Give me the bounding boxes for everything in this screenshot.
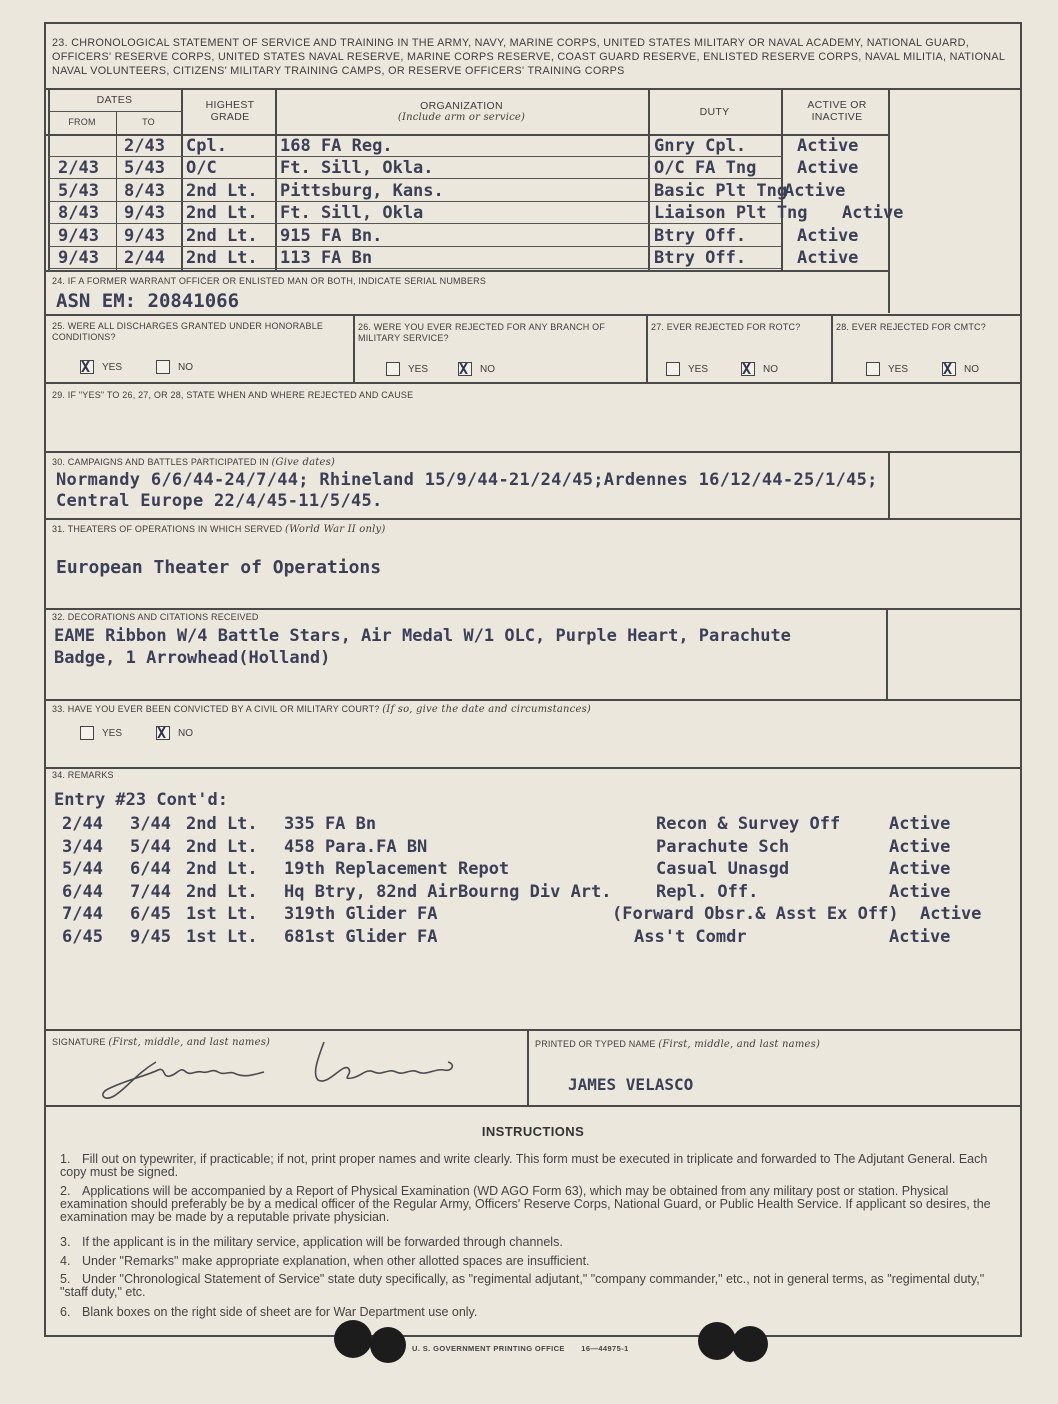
theater-value: European Theater of Operations [56,557,382,578]
section25-label: 25. WERE ALL DISCHARGES GRANTED UNDER HONORABLE CONDITIONS? [52,321,324,342]
section25-yes-label: YES [102,361,123,373]
header-active: ACTIVE OR INACTIVE [807,99,867,123]
div-27-28 [831,314,833,382]
instruction-text: If the applicant is in the military service, application will be forwarded through channels. [82,1235,563,1249]
section33-yes-checkbox[interactable] [80,726,122,740]
remarks-cell-org: Hq Btry, 82nd AirBourng Div Art. [284,881,612,902]
checkbox-unchecked[interactable] [866,362,880,376]
printer-line [412,1344,629,1353]
section26-no-checkbox[interactable] [458,362,495,376]
form-right-border [1020,22,1022,1337]
service-cell-status: Active [797,248,859,268]
remarks-cell-from: 6/44 [62,881,103,902]
service-cell-to: 5/43 [124,158,165,179]
form-bottom-border [44,1335,1022,1337]
line-30-bottom [44,518,1022,520]
service-row-line [48,223,781,224]
remarks-cell-org: 319th Glider FA [284,904,438,925]
checkbox-checked[interactable] [942,362,956,376]
section26-label: 26. WERE YOU EVER REJECTED FOR ANY BRANCH OF MILITARY SERVICE? [358,322,606,343]
service-cell-grade: 2nd Lt. [186,225,258,246]
remarks-cell-org: 335 FA Bn [284,814,377,834]
service-cell-status: Active [842,203,904,224]
section28-yes-checkbox[interactable] [866,362,908,376]
remarks-cell-to: 6/44 [130,859,171,880]
remarks-cell-duty: Recon & Survey Off [656,814,841,834]
section28-label: 28. EVER REJECTED FOR CMTC? [836,322,986,332]
table-bottom-line [44,270,890,272]
remarks-cell-org: 458 Para.FA BN [284,836,428,857]
checkbox-checked[interactable] [156,726,170,740]
remarks-cell-to: 5/44 [130,836,171,857]
instruction-number: 2. [60,1184,71,1198]
instruction-number: 4. [60,1254,71,1268]
remarks-cell-from: 3/44 [62,836,103,857]
col-wd-use [888,88,890,313]
line-33-bottom [44,767,1022,769]
remarks-cell-duty: Casual Unasgd [656,859,790,880]
section26-no-label: NO [480,363,495,375]
section34-label: 34. REMARKS [52,770,114,780]
remarks-cell-from: 5/44 [62,859,103,880]
remarks-cell-grade: 2nd Lt. [186,859,258,880]
remarks-cell-grade: 2nd Lt. [186,836,258,857]
line-25-bottom [44,382,1022,384]
instruction-number: 3. [60,1235,71,1249]
remarks-cell-from: 2/44 [62,814,103,834]
campaigns-line1: Normandy 6/6/44-24/7/44; Rhineland 15/9/44-21/24/45;Ardennes 16/12/44-25/1/45; [56,470,878,490]
printed-name-label: PRINTED OR TYPED NAME [535,1039,656,1049]
checkbox-unchecked[interactable] [80,726,94,740]
instruction-text: Under "Chronological Statement of Service" state duty specifically, as "regimental adjutant," "company commander," etc., not in general terms, as "regimental duty," "staff duty," etc. [60,1272,985,1299]
service-cell-grade: 2nd Lt. [186,248,258,268]
div-25-26 [353,314,355,382]
header-to: TO [142,117,155,127]
service-cell-to: 9/43 [124,225,165,246]
section25-no-label: NO [178,361,193,373]
printer-name: U. S. GOVERNMENT PRINTING OFFICE [412,1344,565,1353]
instruction-text: Under "Remarks" make appropriate explanation, when other allotted spaces are insufficient. [82,1254,590,1268]
line-31-bottom [44,608,1022,610]
service-cell-from: 9/43 [58,248,99,268]
service-cell-duty: Gnry Cpl. [654,136,747,156]
service-cell-duty: Btry Off. [654,248,747,268]
service-cell-org: Ft. Sill, Okla. [280,158,434,179]
signature-label-sub: (First, middle, and last names) [108,1037,271,1048]
remarks-cell-status: Active [889,859,951,880]
remarks-cell-status: Active [889,814,951,834]
remarks-cell-duty: Ass't Comdr [634,927,747,947]
section30-label-wrap [52,457,335,468]
printed-name-label-sub: (First, middle, and last names) [658,1039,821,1050]
remarks-cell-grade: 1st Lt. [186,904,258,925]
col-wd-30 [888,451,890,519]
instruction-item [60,1306,1010,1319]
remarks-cell-status: Active [920,904,982,925]
service-cell-org: 168 FA Reg. [280,136,393,156]
remarks-cell-grade: 2nd Lt. [186,814,258,834]
instruction-item [60,1273,1010,1299]
service-cell-grade: O/C [186,158,217,179]
form-left-border [44,22,46,1337]
section33-label-sub: (If so, give the date and circumstances) [382,704,592,715]
instruction-item [60,1236,1010,1249]
service-row-line [48,201,781,202]
service-cell-org: Ft. Sill, Okla [280,203,424,224]
signature-handwritten [96,1034,476,1106]
remarks-cell-status: Active [889,881,951,902]
section32-label: 32. DECORATIONS AND CITATIONS RECEIVED [52,612,259,622]
section33-yes-label: YES [102,727,123,739]
section26-yes-label: YES [408,363,429,375]
punch-hole-3 [698,1322,736,1360]
header-grade: HIGHEST GRADE [205,99,255,123]
section28-no-label: NO [964,363,979,375]
line-29-bottom [44,451,1022,453]
section27-no-checkbox[interactable] [741,362,778,376]
service-row-line [48,178,781,179]
service-cell-status: Active [797,158,859,179]
header-from: FROM [68,117,96,127]
remarks-cell-org: 19th Replacement Repot [284,859,510,880]
service-cell-from: 8/43 [58,203,99,224]
service-cell-status: Active [797,136,859,156]
section23-title: 23. CHRONOLOGICAL STATEMENT OF SERVICE AND TRAINING IN THE ARMY, NAVY, MARINE CORPS, UNITED STATES MILITARY OR NAVAL ACADEMY, NATIONAL GUARD, OFFICERS' RESERVE CORPS, UNITED STATES NAVAL RESERVE, MARINE CORPS RESERVE, COAST GUARD RESERVE, ENLISTED RESERVE CORPS, NAVAL MILITIA, NATIONAL NAVAL VOLUNTEERS, CITIZENS' MILITARY TRAINING CAMPS, OR RESERVE OFFICERS' TRAINING CORPS [52,37,1005,77]
instruction-number: 1. [60,1152,71,1166]
remarks-cell-duty: Parachute Sch [656,836,790,857]
service-cell-status: Active [797,225,859,246]
instruction-text: Blank boxes on the right side of sheet are for War Department use only. [82,1305,478,1319]
dates-divider [48,111,181,112]
service-cell-to: 2/44 [124,248,165,268]
service-cell-to: 8/43 [124,180,165,201]
table-header-bottom [44,134,890,136]
remarks-cell-status: Active [889,836,951,857]
instruction-number: 6. [60,1305,71,1319]
remarks-cell-status: Active [889,927,951,947]
section30-label-sub: (Give dates) [271,457,336,468]
section29-label: 29. IF "YES" TO 26, 27, OR 28, STATE WHEN AND WHERE REJECTED AND CAUSE [52,390,414,400]
remarks-cell-duty: Repl. Off. [656,881,759,902]
checkbox-unchecked[interactable] [386,362,400,376]
div-signature [527,1029,529,1106]
decorations-line1: EAME Ribbon W/4 Battle Stars, Air Medal W/1 OLC, Purple Heart, Parachute [54,626,791,646]
remarks-cell-duty: (Forward Obsr.& Asst Ex Off) [612,904,899,925]
div-26-27 [646,314,648,382]
service-cell-duty: Liaison Plt Tng [654,203,808,224]
checkbox-checked[interactable] [80,360,94,374]
section33-label: 33. HAVE YOU EVER BEEN CONVICTED BY A CIVIL OR MILITARY COURT? [52,704,380,714]
service-cell-from: 2/43 [58,158,99,179]
serial-number: ASN EM: 20841066 [56,290,240,312]
campaigns-line2: Central Europe 22/4/45-11/5/45. [56,491,383,511]
section24-label: 24. IF A FORMER WARRANT OFFICER OR ENLISTED MAN OR BOTH, INDICATE SERIAL NUMBERS [52,276,487,286]
form-top-border [44,22,1022,24]
remarks-cell-from: 7/44 [62,904,103,925]
service-row-line [48,268,781,269]
remarks-cell-to: 3/44 [130,814,171,834]
service-cell-from: 5/43 [58,180,99,201]
instruction-item [60,1153,1010,1179]
service-cell-grade: 2nd Lt. [186,180,258,201]
service-cell-grade: 2nd Lt. [186,203,258,224]
remarks-cell-grade: 1st Lt. [186,927,258,947]
signature-label: SIGNATURE [52,1037,106,1047]
checkbox-checked[interactable] [741,362,755,376]
header-duty: DUTY [699,106,730,118]
instruction-item [60,1185,1010,1224]
printed-name-value: JAMES VELASCO [568,1075,694,1094]
remarks-intro: Entry #23 Cont'd: [54,790,228,810]
instruction-number: 5. [60,1272,71,1286]
instruction-item [60,1255,1010,1268]
remarks-cell-from: 6/45 [62,927,103,947]
checkbox-checked[interactable] [458,362,472,376]
instruction-text: Fill out on typewriter, if practicable; if not, print proper names and write clearly. This form must be executed in triplicate and forwarded to The Adjutant General. Each copy must be signed. [60,1152,988,1179]
section30-label: 30. CAMPAIGNS AND BATTLES PARTICIPATED IN [52,457,269,467]
section33-no-checkbox[interactable] [156,726,193,740]
printed-name-label-wrap [535,1039,820,1050]
section25-no-checkbox[interactable] [156,360,193,374]
service-cell-status: Active [784,180,846,201]
form-code: 16—44975-1 [581,1344,629,1353]
service-cell-duty: O/C FA Tng [654,158,757,179]
line-32-bottom [44,699,1022,701]
service-cell-to: 2/43 [124,136,165,156]
punch-hole-4 [732,1326,768,1362]
service-row-line [48,156,781,157]
service-cell-org: 113 FA Bn [280,248,373,268]
section27-label: 27. EVER REJECTED FOR ROTC? [651,322,801,332]
table-top-line [44,88,1022,90]
section27-yes-checkbox[interactable] [666,362,708,376]
instructions-title: INSTRUCTIONS [481,1124,585,1139]
remarks-cell-to: 7/44 [130,881,171,902]
service-cell-grade: Cpl. [186,136,227,156]
section33-no-label: NO [178,727,193,739]
line-24-bottom [44,314,1022,316]
checkbox-unchecked[interactable] [156,360,170,374]
remarks-cell-org: 681st Glider FA [284,927,438,947]
header-organization: ORGANIZATION [420,100,503,112]
header-dates: DATES [96,94,133,106]
section28-no-checkbox[interactable] [942,362,979,376]
remarks-cell-grade: 2nd Lt. [186,881,258,902]
section27-yes-label: YES [688,363,709,375]
section27-no-label: NO [763,363,778,375]
col-wd-32 [886,608,888,700]
section28-yes-label: YES [888,363,909,375]
instruction-text: Applications will be accompanied by a Report of Physical Examination (WD AGO Form 63), which may be obtained from any military post or station. Physical examination should preferably be by a medical officer of the Regular Army, Officers' Reserve Corps, National Guard, or Public Health Service. If applicant so desires, the examination may be made by a reputable private physician. [60,1184,991,1224]
decorations-line2: Badge, 1 Arrowhead(Holland) [54,648,331,668]
line-signature-bottom [44,1105,1022,1107]
punch-hole-1 [334,1320,372,1358]
section31-label-sub: (World War II only) [284,524,386,535]
service-cell-from: 9/43 [58,225,99,246]
service-row-line [48,246,781,247]
service-cell-to: 9/43 [124,203,165,224]
col-active [781,88,783,270]
section31-label: 31. THEATERS OF OPERATIONS IN WHICH SERVED [52,524,283,534]
signature-scribble [96,1034,476,1106]
punch-hole-2 [370,1327,406,1363]
section26-yes-checkbox[interactable] [386,362,428,376]
checkbox-unchecked[interactable] [666,362,680,376]
section25-yes-checkbox[interactable] [80,360,122,374]
service-cell-org: 915 FA Bn. [280,225,383,246]
service-cell-org: Pittsburg, Kans. [280,180,444,201]
header-organization-sub: (Include arm or service) [397,112,526,123]
line-34-bottom [44,1029,1022,1031]
section33-label-wrap [52,704,591,715]
remarks-cell-to: 6/45 [130,904,171,925]
service-cell-duty: Basic Plt Tng [654,180,788,201]
remarks-cell-to: 9/45 [130,927,171,947]
service-cell-duty: Btry Off. [654,225,747,246]
section31-label-wrap [52,524,385,535]
